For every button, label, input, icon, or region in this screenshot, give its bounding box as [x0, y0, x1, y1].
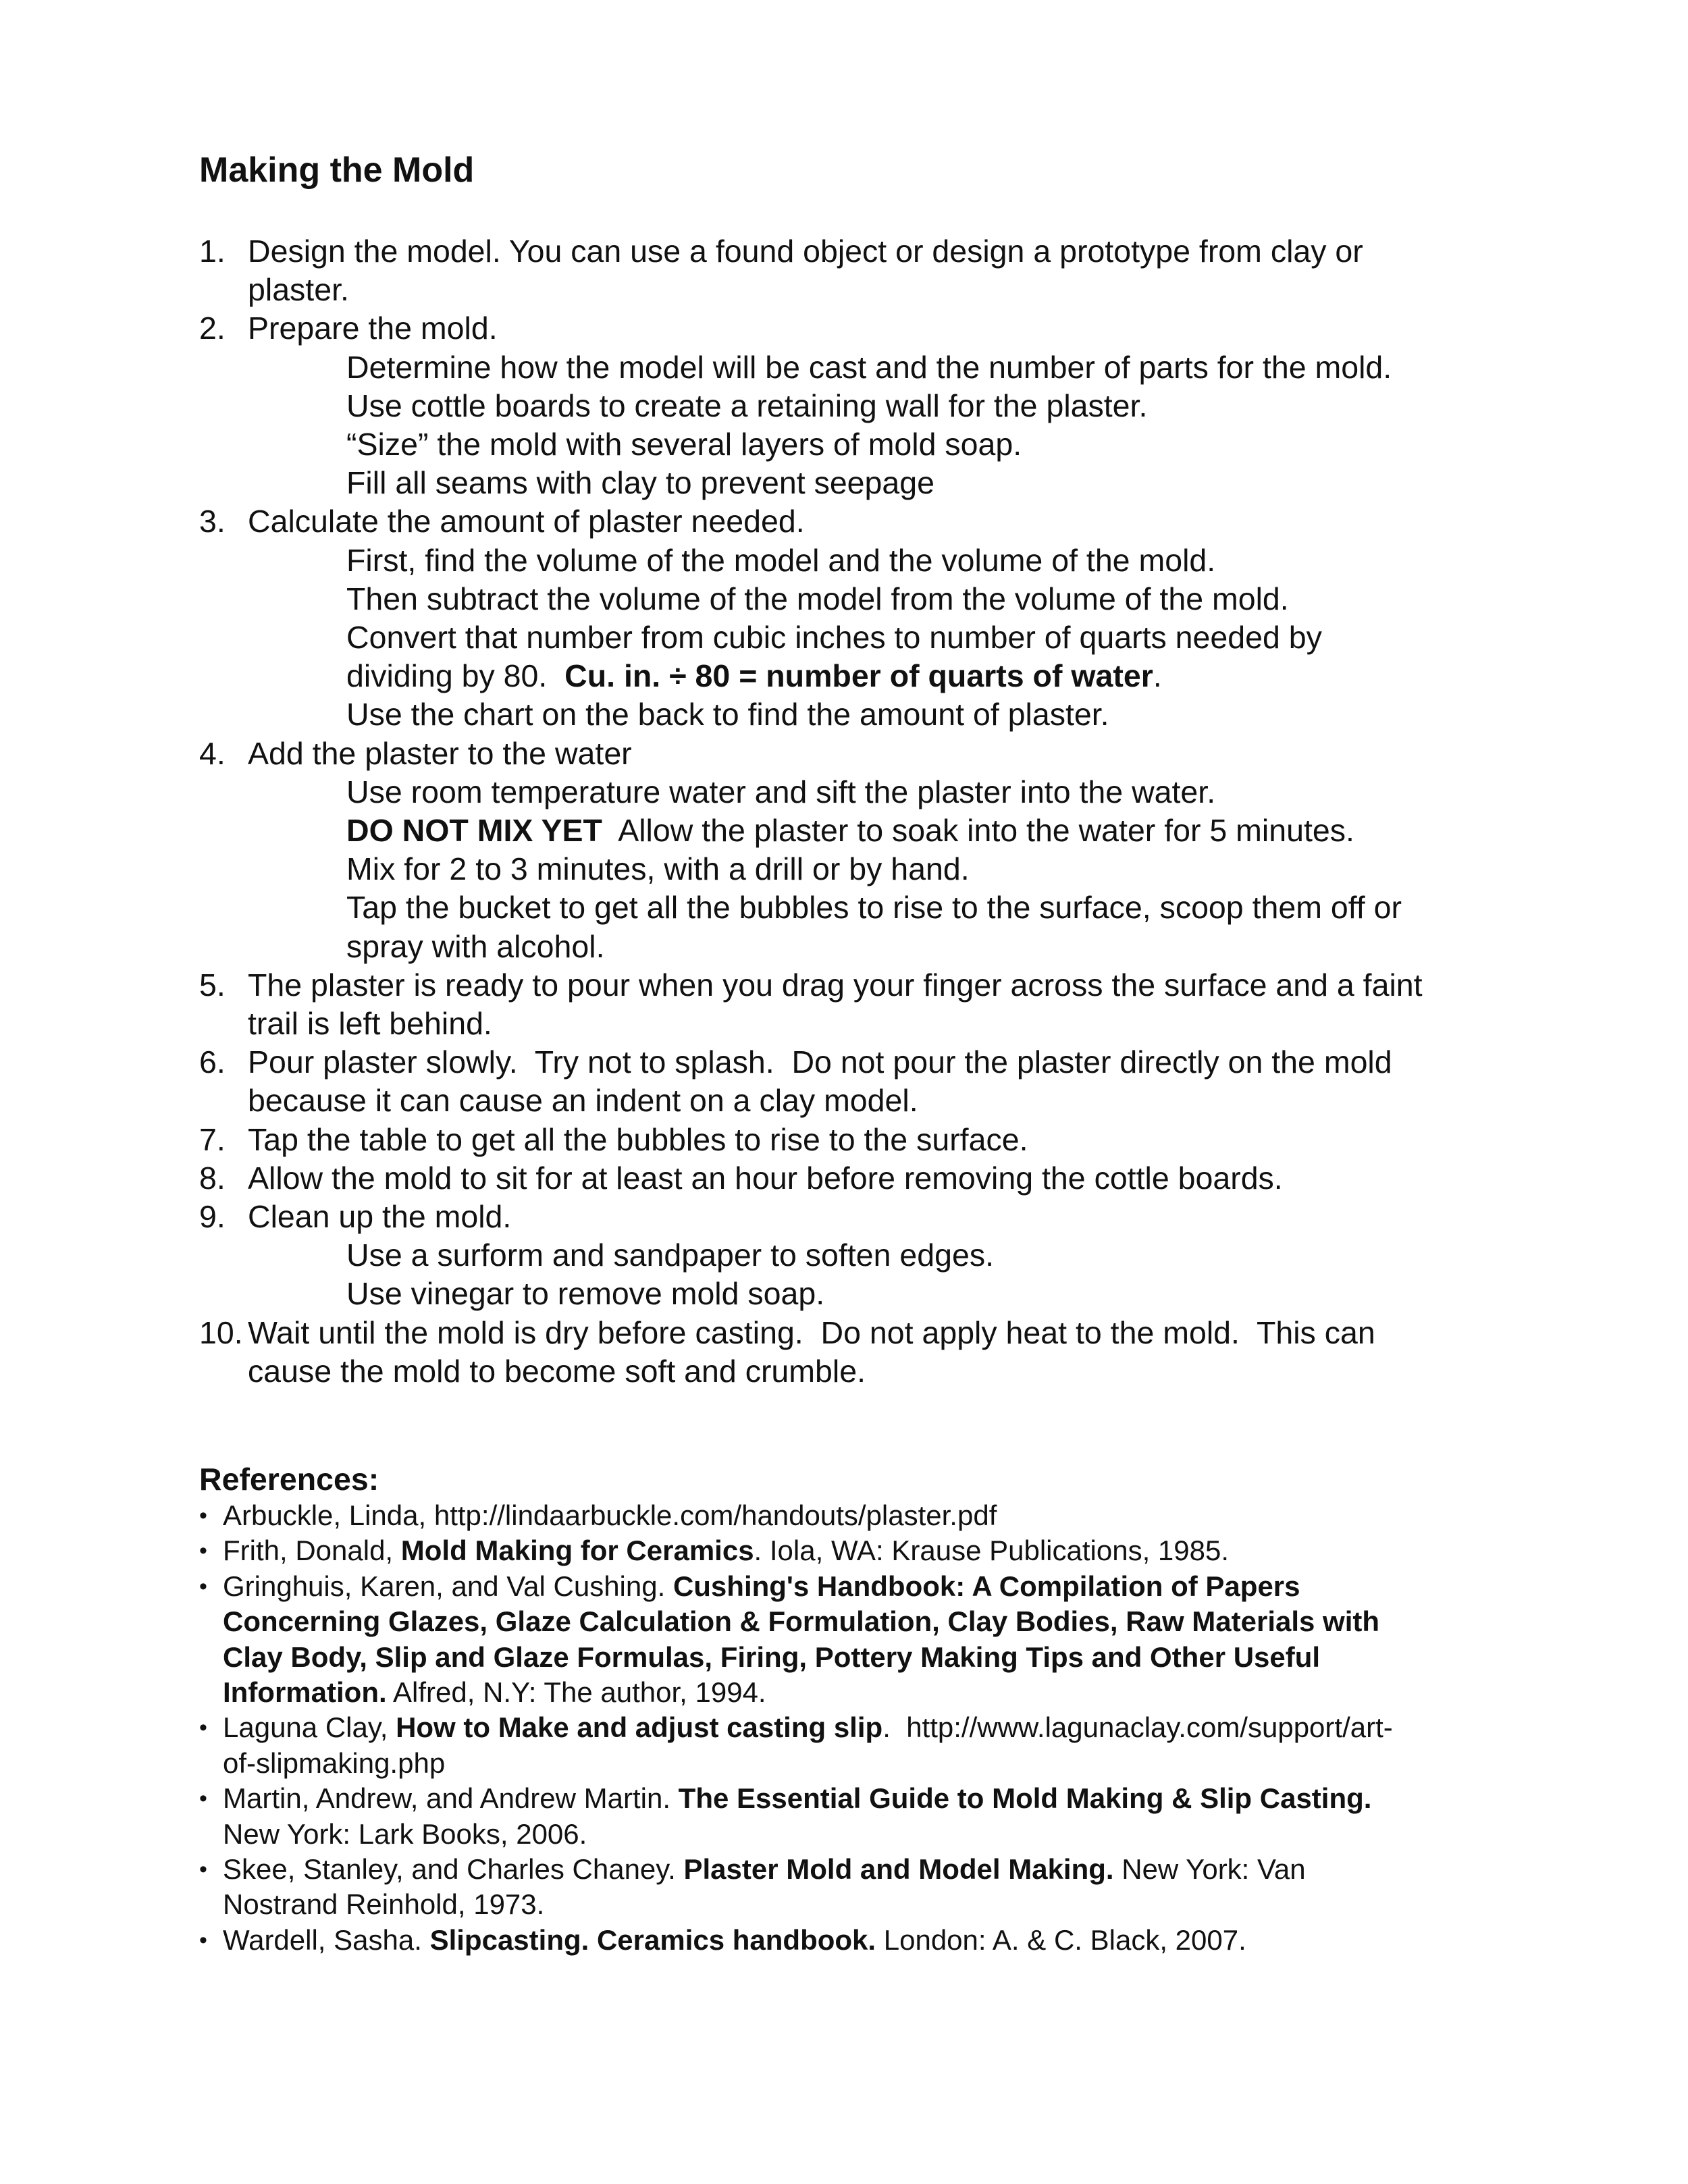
- reference-title: The Essential Guide to Mold Making & Slip Casting.: [678, 1782, 1372, 1815]
- reference-author: Skee, Stanley, and Charles Chaney.: [223, 1853, 684, 1886]
- step-subline: Determine how the model will be cast and the number of parts for the mold.: [346, 349, 1392, 385]
- bullet-icon: •: [199, 1538, 207, 1564]
- reference-publisher: London: A. & C. Black, 2007.: [876, 1923, 1246, 1956]
- step-text: trail is left behind.: [248, 1006, 492, 1042]
- step-subline: Then subtract the volume of the model from the volume of the mold.: [346, 581, 1289, 616]
- reference-item: [199, 1852, 1523, 1923]
- reference-title: How to Make and adjust casting slip: [396, 1711, 883, 1744]
- list-item: [199, 1043, 1523, 1120]
- reference-text: [223, 1710, 1523, 1745]
- bullet-icon: •: [199, 1715, 207, 1741]
- reference-author: Wardell, Sasha.: [223, 1923, 430, 1956]
- reference-item: [199, 1923, 1523, 1958]
- bullet-icon: •: [199, 1857, 207, 1883]
- step-number: 6.: [199, 1044, 226, 1080]
- list-item: [199, 966, 1523, 1043]
- list-item: [199, 1121, 1523, 1159]
- reference-text: Arbuckle, Linda, http://lindaarbuckle.com/handouts/plaster.pdf: [223, 1499, 997, 1531]
- reference-text: [223, 1852, 1523, 1887]
- reference-publisher: New York: Van: [1113, 1853, 1306, 1886]
- list-item: [199, 1159, 1523, 1198]
- reference-title: Cushing's Handbook: A Compilation of Papers: [672, 1570, 1300, 1602]
- step-text: because it can cause an indent on a clay model.: [248, 1083, 918, 1119]
- step-number: 5.: [199, 967, 226, 1003]
- reference-item: [199, 1533, 1523, 1568]
- reference-text: [223, 1675, 1523, 1710]
- reference-text: [223, 1781, 1523, 1816]
- step-text: Calculate the amount of plaster needed.: [248, 504, 805, 539]
- step-subline: [346, 657, 1523, 695]
- reference-author: Frith, Donald,: [223, 1535, 401, 1567]
- step-subline: [346, 811, 1523, 850]
- step-subline-text: Allow the plaster to soak into the water for 5 minutes.: [602, 813, 1354, 849]
- reference-author: Gringhuis, Karen, and Val Cushing.: [223, 1570, 673, 1602]
- reference-url: of-slipmaking.php: [223, 1747, 446, 1779]
- step-number: 10.: [199, 1314, 243, 1350]
- step-subline-text: .: [1153, 658, 1162, 694]
- reference-item: [199, 1569, 1523, 1711]
- list-item: [199, 1198, 1523, 1314]
- reference-publisher: Nostrand Reinhold, 1973.: [223, 1888, 545, 1921]
- references-list: [199, 1498, 1523, 1958]
- step-number: 8.: [199, 1160, 226, 1196]
- list-item: [199, 1314, 1523, 1391]
- bullet-icon: •: [199, 1503, 207, 1528]
- reference-author: Martin, Andrew, and Andrew Martin.: [223, 1782, 679, 1815]
- step-subline: Convert that number from cubic inches to number of quarts needed by: [346, 620, 1322, 656]
- reference-title: Mold Making for Ceramics: [400, 1535, 754, 1567]
- step-text: Clean up the mold.: [248, 1199, 512, 1235]
- reference-publisher: New York: Lark Books, 2006.: [223, 1817, 587, 1850]
- step-number: 4.: [199, 735, 226, 771]
- bullet-icon: •: [199, 1927, 207, 1953]
- step-text: plaster.: [248, 272, 349, 308]
- reference-text: [223, 1569, 1523, 1604]
- reference-title: Clay Body, Slip and Glaze Formulas, Firing, Pottery Making Tips and Other Useful: [223, 1641, 1321, 1673]
- step-subline: Use room temperature water and sift the plaster into the water.: [346, 774, 1216, 809]
- reference-item: [199, 1781, 1523, 1852]
- step-text: Allow the mold to sit for at least an hour before removing the cottle boards.: [248, 1160, 1283, 1196]
- reference-text: [223, 1533, 1523, 1568]
- reference-author: Laguna Clay,: [223, 1711, 396, 1744]
- reference-title: Information.: [223, 1676, 387, 1709]
- step-subline: Use cottle boards to create a retaining wall for the plaster.: [346, 388, 1148, 423]
- step-subline: First, find the volume of the model and the volume of the mold.: [346, 542, 1216, 578]
- step-text: The plaster is ready to pour when you drag your finger across the surface and a faint: [248, 967, 1423, 1003]
- list-item: [199, 735, 1523, 966]
- reference-publisher: . Iola, WA: Krause Publications, 1985.: [754, 1535, 1230, 1567]
- step-text: Wait until the mold is dry before casting. Do not apply heat to the mold. This can: [248, 1314, 1375, 1350]
- steps-list: [199, 232, 1523, 1391]
- step-text: cause the mold to become soft and crumble.: [248, 1353, 866, 1389]
- page-title: Making the Mold: [199, 151, 475, 190]
- step-number: 3.: [199, 504, 226, 539]
- formula-text: Cu. in. ÷ 80 = number of quarts of water: [564, 658, 1153, 694]
- step-text: Design the model. You can use a found object or design a prototype from clay or: [248, 234, 1363, 269]
- reference-item: [199, 1498, 1523, 1533]
- warning-text: DO NOT MIX YET: [346, 813, 602, 849]
- step-subline: Use the chart on the back to find the amount of plaster.: [346, 697, 1109, 733]
- reference-item: [199, 1710, 1523, 1781]
- step-subline: Use a surform and sandpaper to soften edges.: [346, 1237, 994, 1273]
- reference-publisher: Alfred, N.Y: The author, 1994.: [386, 1676, 766, 1709]
- step-number: 9.: [199, 1199, 226, 1235]
- step-text: Pour plaster slowly. Try not to splash. Do not pour the plaster directly on the mold: [248, 1044, 1392, 1080]
- step-number: 1.: [199, 234, 226, 269]
- reference-text: [223, 1604, 1523, 1639]
- reference-url: . http://www.lagunaclay.com/support/art-: [882, 1711, 1393, 1744]
- reference-text: [223, 1923, 1523, 1958]
- references-heading: References:: [199, 1462, 379, 1497]
- step-subline-text: dividing by 80.: [346, 658, 565, 694]
- list-item: [199, 502, 1523, 734]
- bullet-icon: •: [199, 1573, 207, 1599]
- step-subline: Mix for 2 to 3 minutes, with a drill or by hand.: [346, 851, 970, 887]
- step-text: Add the plaster to the water: [248, 735, 632, 771]
- reference-title: Concerning Glazes, Glaze Calculation & Formulation, Clay Bodies, Raw Materials with: [223, 1605, 1380, 1638]
- step-subline: “Size” the mold with several layers of mold soap.: [346, 427, 1022, 462]
- step-subline: Use vinegar to remove mold soap.: [346, 1276, 825, 1312]
- step-number: 7.: [199, 1121, 226, 1157]
- step-text: Tap the table to get all the bubbles to rise to the surface.: [248, 1121, 1028, 1157]
- list-item: [199, 232, 1523, 309]
- reference-title: Plaster Mold and Model Making.: [683, 1853, 1114, 1886]
- reference-title: Slipcasting. Ceramics handbook.: [429, 1923, 876, 1956]
- bullet-icon: •: [199, 1786, 207, 1812]
- step-subline: Fill all seams with clay to prevent seepage: [346, 465, 934, 501]
- step-subline: Tap the bucket to get all the bubbles to rise to the surface, scoop them off or: [346, 890, 1402, 926]
- step-number: 2.: [199, 311, 226, 346]
- reference-text: [223, 1640, 1523, 1675]
- step-text: Prepare the mold.: [248, 311, 498, 346]
- list-item: [199, 309, 1523, 502]
- step-subline: spray with alcohol.: [346, 928, 605, 964]
